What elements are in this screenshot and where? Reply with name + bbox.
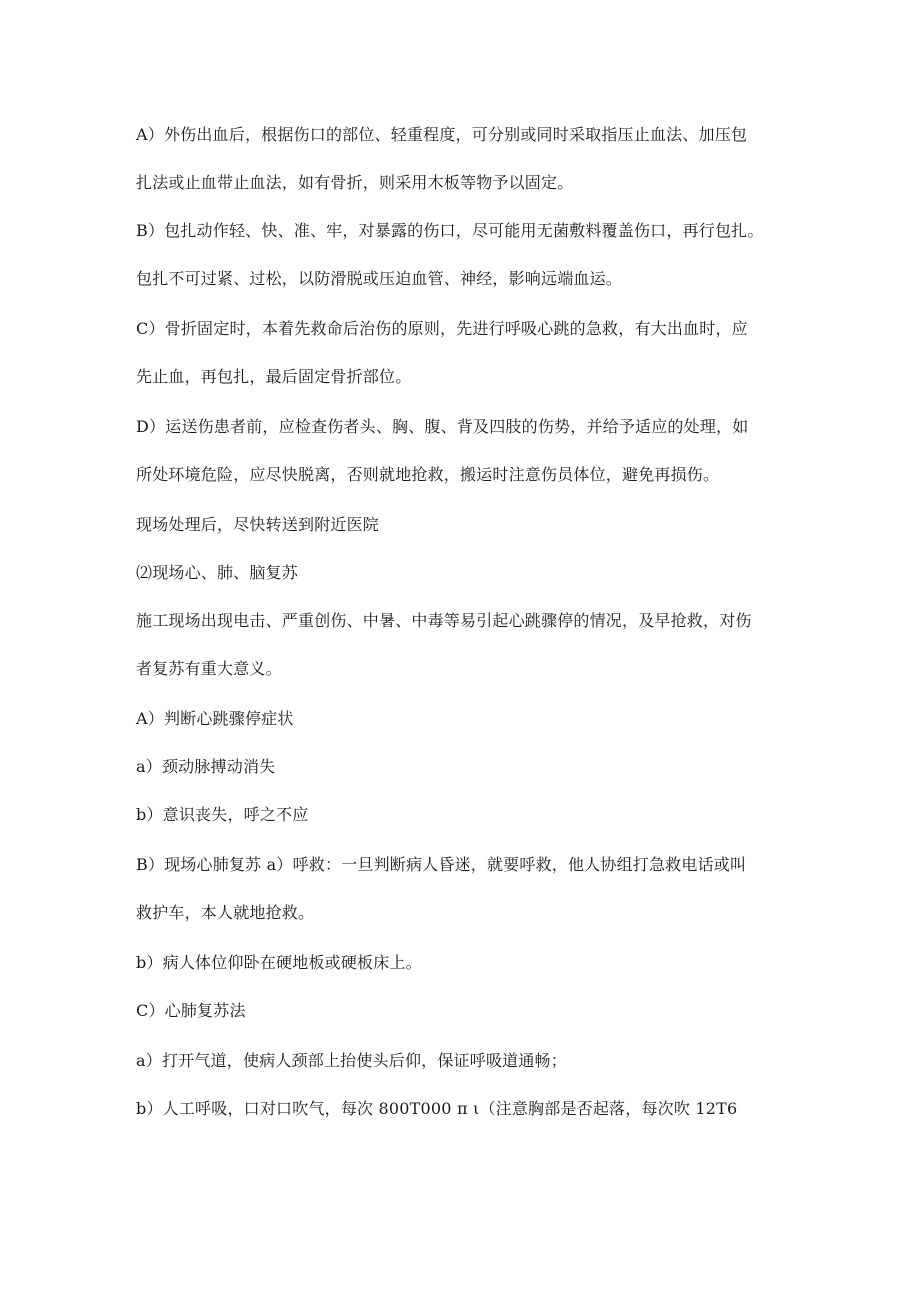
text-line-10: ⑵现场心、肺、脑复苏 <box>136 563 299 582</box>
text-line-9: 现场处理后，尽快转送到附近医院 <box>136 515 380 534</box>
text-line-13: A）判断心跳骤停症状 <box>136 709 294 728</box>
text-line-12: 者复苏有重大意义。 <box>136 659 282 678</box>
text-line-19: C）心肺复苏法 <box>136 1001 246 1020</box>
text-line-14: a）颈动脉搏动消失 <box>136 757 276 776</box>
text-line-6: 先止血，再包扎，最后固定骨折部位。 <box>136 367 412 386</box>
text-line-18: b）病人体位仰卧在硬地板或硬板床上。 <box>136 953 422 972</box>
text-line-11: 施工现场出现电击、严重创伤、中暑、中毒等易引起心跳骤停的情况，及早抢救，对伤 <box>136 611 752 630</box>
text-line-3: B）包扎动作轻、快、准、牢，对暴露的伤口，尽可能用无菌敷料覆盖伤口，再行包扎。 <box>136 221 764 240</box>
text-line-2: 扎法或止血带止血法，如有骨折，则采用木板等物予以固定。 <box>136 173 574 192</box>
text-line-17: 救护车，本人就地抢救。 <box>136 903 315 922</box>
text-line-5: C）骨折固定时，本着先救命后治伤的原则，先进行呼吸心跳的急救，有大出血时，应 <box>136 319 748 338</box>
text-line-16: B）现场心肺复苏 a）呼救：一旦判断病人昏迷，就要呼救，他人协组打急救电话或叫 <box>136 855 747 874</box>
text-line-4: 包扎不可过紧、过松，以防滑脱或压迫血管、神经，影响远端血运。 <box>136 269 623 288</box>
text-line-7: D）运送伤患者前，应检查伤者头、胸、腹、背及四肢的伤势，并给予适应的处理，如 <box>136 417 749 436</box>
text-line-15: b）意识丧失，呼之不应 <box>136 805 309 824</box>
text-line-20: a）打开气道，使病人颈部上抬使头后仰，保证呼吸道通畅； <box>136 1051 567 1070</box>
text-line-8: 所处环境危险，应尽快脱离，否则就地抢救，搬运时注意伤员体位，避免再损伤。 <box>136 465 720 484</box>
text-line-1: A）外伤出血后，根据伤口的部位、轻重程度，可分别或同时采取指压止血法、加压包 <box>136 125 748 144</box>
text-line-21: b）人工呼吸，口对口吹气，每次 800T000 π ι（注意胸部是否起落，每次吹 12T6 <box>136 1099 738 1118</box>
